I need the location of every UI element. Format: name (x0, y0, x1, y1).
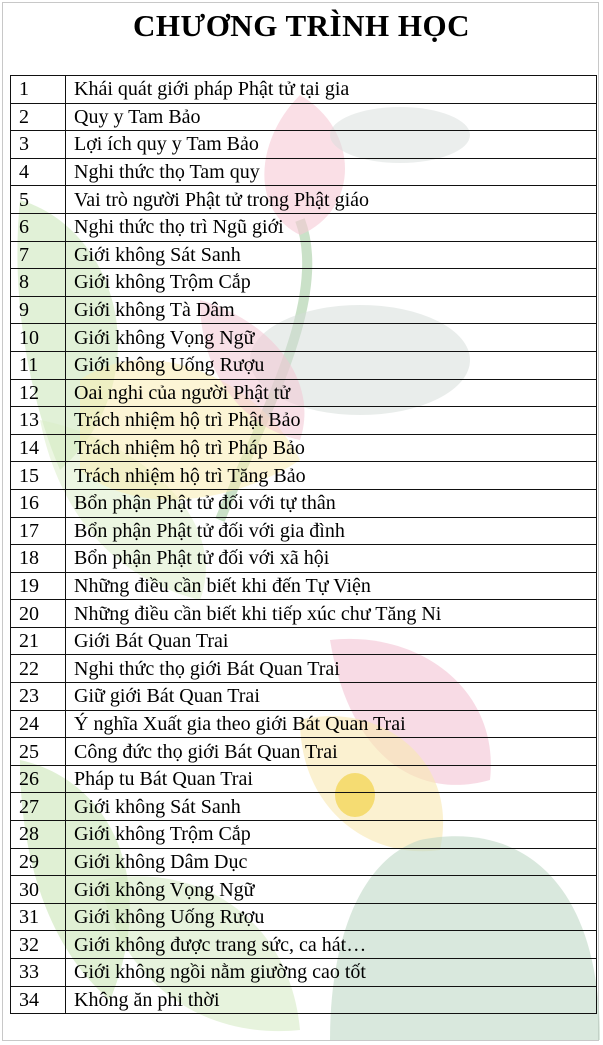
table-row (11, 572, 597, 600)
lesson-number: 28 (11, 821, 66, 849)
lesson-number: 12 (11, 379, 66, 407)
lesson-title: Giới không được trang sức, ca hát… (66, 931, 597, 959)
lesson-title: Giới Bát Quan Trai (66, 627, 597, 655)
lesson-title: Những điều cần biết khi đến Tự Viện (66, 572, 597, 600)
lesson-title: Giới không Vọng Ngữ (66, 876, 597, 904)
table-row (11, 848, 597, 876)
table-row (11, 931, 597, 959)
lesson-title: Giới không Uống Rượu (66, 351, 597, 379)
table-row (11, 821, 597, 849)
lesson-number: 1 (11, 76, 66, 104)
lesson-number: 25 (11, 738, 66, 766)
lesson-number: 19 (11, 572, 66, 600)
lesson-title: Giới không Trộm Cắp (66, 269, 597, 297)
lesson-number: 30 (11, 876, 66, 904)
table-row (11, 489, 597, 517)
lesson-title: Giới không Sát Sanh (66, 241, 597, 269)
table-row (11, 379, 597, 407)
lesson-title: Giới không Uống Rượu (66, 903, 597, 931)
table-row (11, 186, 597, 214)
table-row (11, 876, 597, 904)
table-row (11, 131, 597, 159)
table-row (11, 627, 597, 655)
table-row (11, 959, 597, 987)
curriculum-table (10, 75, 597, 1014)
lesson-title: Không ăn phi thời (66, 986, 597, 1014)
lesson-number: 11 (11, 351, 66, 379)
table-row (11, 462, 597, 490)
table-row (11, 517, 597, 545)
table-row (11, 296, 597, 324)
table-row (11, 545, 597, 573)
lesson-title: Pháp tu Bát Quan Trai (66, 765, 597, 793)
table-row (11, 158, 597, 186)
lesson-number: 15 (11, 462, 66, 490)
lesson-title: Quy y Tam Bảo (66, 103, 597, 131)
lesson-number: 31 (11, 903, 66, 931)
lesson-number: 18 (11, 545, 66, 573)
lesson-number: 5 (11, 186, 66, 214)
lesson-title: Giới không Dâm Dục (66, 848, 597, 876)
table-row (11, 407, 597, 435)
lesson-title: Trách nhiệm hộ trì Phật Bảo (66, 407, 597, 435)
lesson-title: Nghi thức thọ trì Ngũ giới (66, 213, 597, 241)
table-row (11, 103, 597, 131)
lesson-number: 3 (11, 131, 66, 159)
lesson-number: 13 (11, 407, 66, 435)
lesson-title: Trách nhiệm hộ trì Pháp Bảo (66, 434, 597, 462)
table-row (11, 213, 597, 241)
lesson-number: 24 (11, 710, 66, 738)
lesson-number: 34 (11, 986, 66, 1014)
lesson-number: 22 (11, 655, 66, 683)
lesson-title: Giới không Tà Dâm (66, 296, 597, 324)
table-row (11, 765, 597, 793)
lesson-number: 6 (11, 213, 66, 241)
table-row (11, 710, 597, 738)
lesson-title: Giới không Trộm Cắp (66, 821, 597, 849)
lesson-title: Giữ giới Bát Quan Trai (66, 683, 597, 711)
lesson-title: Nghi thức thọ Tam quy (66, 158, 597, 186)
lesson-title: Giới không Sát Sanh (66, 793, 597, 821)
table-row (11, 324, 597, 352)
lesson-title: Giới không ngồi nằm giường cao tốt (66, 959, 597, 987)
lesson-title: Bổn phận Phật tử đối với gia đình (66, 517, 597, 545)
lesson-number: 10 (11, 324, 66, 352)
lesson-title: Ý nghĩa Xuất gia theo giới Bát Quan Trai (66, 710, 597, 738)
lesson-number: 32 (11, 931, 66, 959)
table-row (11, 793, 597, 821)
lesson-title: Những điều cần biết khi tiếp xúc chư Tăng Ni (66, 600, 597, 628)
lesson-title: Công đức thọ giới Bát Quan Trai (66, 738, 597, 766)
lesson-number: 17 (11, 517, 66, 545)
lesson-title: Trách nhiệm hộ trì Tăng Bảo (66, 462, 597, 490)
lesson-number: 4 (11, 158, 66, 186)
lesson-number: 23 (11, 683, 66, 711)
lesson-title: Bổn phận Phật tử đối với xã hội (66, 545, 597, 573)
lesson-title: Vai trò người Phật tử trong Phật giáo (66, 186, 597, 214)
page-title: CHƯƠNG TRÌNH HỌC (133, 8, 470, 43)
table-row (11, 683, 597, 711)
lesson-number: 14 (11, 434, 66, 462)
table-row (11, 434, 597, 462)
lesson-number: 20 (11, 600, 66, 628)
lesson-title: Khái quát giới pháp Phật tử tại gia (66, 76, 597, 104)
table-row (11, 986, 597, 1014)
lesson-number: 7 (11, 241, 66, 269)
lesson-title: Lợi ích quy y Tam Bảo (66, 131, 597, 159)
table-row (11, 903, 597, 931)
lesson-title: Nghi thức thọ giới Bát Quan Trai (66, 655, 597, 683)
lesson-number: 26 (11, 765, 66, 793)
lesson-title: Giới không Vọng Ngữ (66, 324, 597, 352)
table-row (11, 738, 597, 766)
curriculum-table-wrapper (10, 75, 597, 1014)
lesson-title: Oai nghi của người Phật tử (66, 379, 597, 407)
lesson-number: 21 (11, 627, 66, 655)
lesson-number: 2 (11, 103, 66, 131)
table-row (11, 241, 597, 269)
lesson-number: 29 (11, 848, 66, 876)
table-row (11, 76, 597, 104)
lesson-number: 27 (11, 793, 66, 821)
table-row (11, 600, 597, 628)
lesson-number: 9 (11, 296, 66, 324)
lesson-title: Bổn phận Phật tử đối với tự thân (66, 489, 597, 517)
table-row (11, 351, 597, 379)
table-row (11, 655, 597, 683)
lesson-number: 8 (11, 269, 66, 297)
lesson-number: 16 (11, 489, 66, 517)
table-row (11, 269, 597, 297)
lesson-number: 33 (11, 959, 66, 987)
